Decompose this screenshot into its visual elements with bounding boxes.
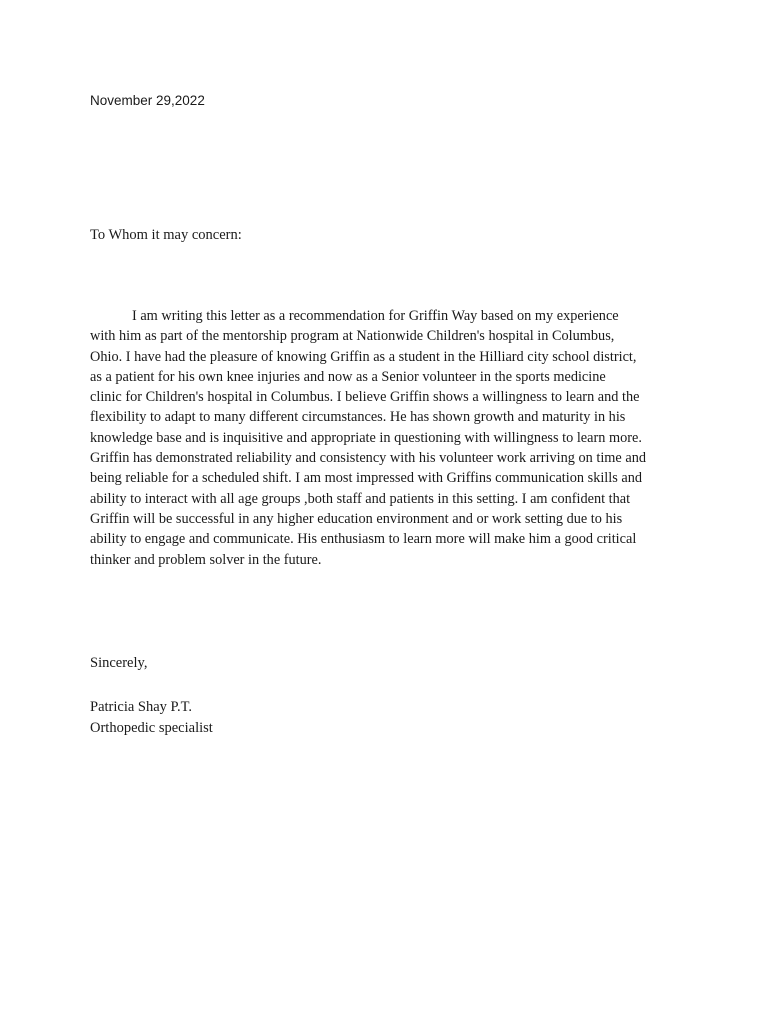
body-line: knowledge base and is inquisitive and appropriate in questioning with willingness to learn more. <box>90 429 642 446</box>
signer-title: Orthopedic specialist <box>90 719 213 736</box>
salutation: To Whom it may concern: <box>90 227 242 243</box>
letter-body <box>90 306 690 570</box>
body-line: Griffin has demonstrated reliability and consistency with his volunteer work arriving on time and <box>90 450 646 467</box>
body-line: flexibility to adapt to many different circumstances. He has shown growth and maturity in his <box>90 409 626 426</box>
body-line: ability to engage and communicate. His enthusiasm to learn more will make him a good critical <box>90 531 637 548</box>
body-line: ability to interact with all age groups ,both staff and patients in this setting. I am confident that <box>90 490 631 507</box>
body-line: as a patient for his own knee injuries and now as a Senior volunteer in the sports medicine <box>90 368 606 385</box>
body-line: I am writing this letter as a recommendation for Griffin Way based on my experience <box>132 308 619 324</box>
letter-date: November 29,2022 <box>90 93 205 108</box>
body-line: with him as part of the mentorship program at Nationwide Children's hospital in Columbus, <box>90 328 615 345</box>
body-line: being reliable for a scheduled shift. I am most impressed with Griffins communication skills and <box>90 470 643 487</box>
body-line: Ohio. I have had the pleasure of knowing Griffin as a student in the Hilliard city school district, <box>90 348 637 365</box>
body-line: Griffin will be successful in any higher education environment and or work setting due to his <box>90 510 623 527</box>
body-line: thinker and problem solver in the future. <box>90 551 322 568</box>
signature-block <box>90 697 213 738</box>
closing: Sincerely, <box>90 655 148 671</box>
body-line: clinic for Children's hospital in Columbus. I believe Griffin shows a willingness to learn and the <box>90 389 640 406</box>
signer-name: Patricia Shay P.T. <box>90 699 193 715</box>
